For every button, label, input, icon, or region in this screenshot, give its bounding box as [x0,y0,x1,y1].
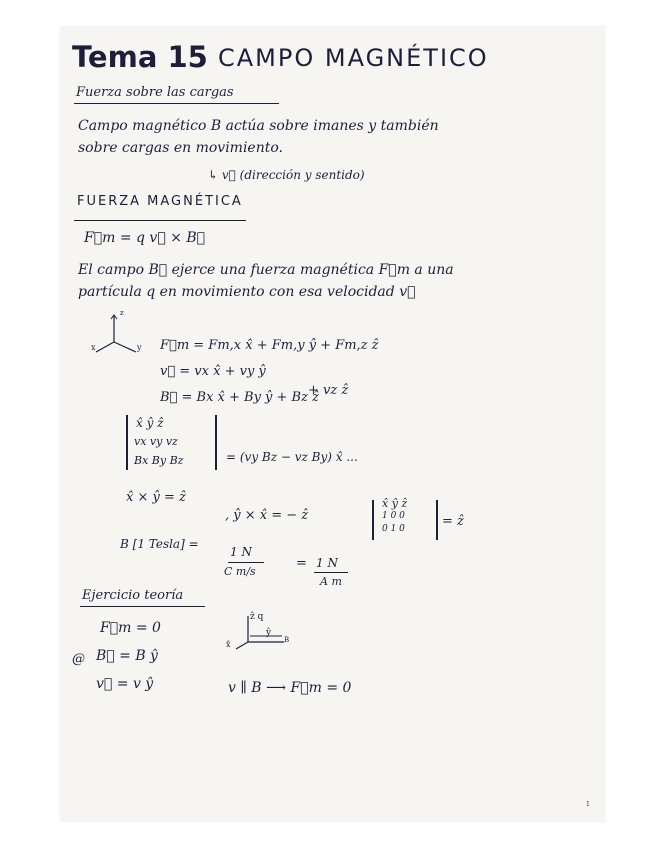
determinant-row: Bx By Bz [134,454,184,467]
diagram-label-x: x̂ [226,640,231,649]
tesla-denominator-2: A m [320,575,342,588]
fraction-bar [314,572,348,573]
determinant-bar-right [215,415,217,470]
diagram-label-b: B [284,636,290,644]
text-line: sobre cargas en movimiento. [78,140,283,156]
tesla-definition: B [1 Tesla] = [120,537,199,551]
axis-label-x: x [91,343,96,352]
determinant-result: = (vy Bz − vz By) x̂ ... [226,450,358,464]
formula-fm: F⃗m = q v⃗ × B⃗ [84,230,206,246]
mini-determinant-row: 0 1 0 [382,524,405,534]
fm-components: F⃗m = Fm,x x̂ + Fm,y ŷ + Fm,z ẑ [160,338,379,353]
cross-yx: , ŷ × x̂ = − ẑ [225,508,309,523]
v-components: v⃗ = vx x̂ + vy ŷ [160,364,266,379]
tesla-denominator: C m/s [224,565,256,578]
text-line: Campo magnético B actúa sobre imanes y también [78,118,439,134]
mini-determinant-row: 1 0 0 [382,511,405,521]
axis-label-z: z [120,309,124,317]
page-title: Tema 15 [72,40,208,74]
determinant-row: vx vy vz [134,435,178,448]
exercise-v: v⃗ = v ŷ [96,676,154,692]
exercise-marker: @ [72,652,85,667]
b-components: B⃗ = Bx x̂ + By ŷ + Bz ẑ [160,390,319,405]
page-subtitle: CAMPO MAGNÉTICO [218,44,489,72]
determinant-row: x̂ ŷ ẑ [136,416,164,430]
diagram-label-z-q: ẑ q [250,612,264,622]
determinant-bar-left [126,415,128,470]
mini-determinant-bar-right [436,500,438,540]
mini-determinant-row: x̂ ŷ ẑ [382,497,408,510]
cross-xy: x̂ × ŷ = ẑ [126,490,186,505]
text-line: ↳ v⃗ (dirección y sentido) [208,168,365,182]
v-components-z: + vz ẑ [308,383,349,398]
mini-determinant-result: = ẑ [442,514,464,529]
page-corner-mark: 1 [586,801,590,808]
diagram-label-y: ŷ [266,628,272,638]
section-heading-ejercicio: Ejercicio teoría [82,588,184,603]
mini-determinant-bar-left [372,500,374,540]
tesla-numerator-2: 1 N [316,556,338,570]
section-heading-fuerza-magnetica: FUERZA MAGNÉTICA [77,194,243,209]
heading-underline [74,103,279,104]
exercise-fm: F⃗m = 0 [100,620,161,636]
tesla-equals: = [296,556,307,571]
heading-underline [80,606,205,607]
text-line: El campo B⃗ ejerce una fuerza magnética F⃗m a una [78,262,454,278]
fraction-bar [228,562,264,563]
section-heading-fuerza-cargas: Fuerza sobre las cargas [76,85,234,100]
heading-underline [74,220,246,221]
exercise-b: B⃗ = B ŷ [96,648,158,664]
text-line: partícula q en movimiento con esa velocidad v⃗ [78,284,416,300]
axes-sketch [86,310,146,360]
exercise-conclusion: v ∥ B ⟶ F⃗m = 0 [228,680,352,696]
tesla-numerator: 1 N [230,545,252,559]
axis-label-y: y [137,343,142,352]
